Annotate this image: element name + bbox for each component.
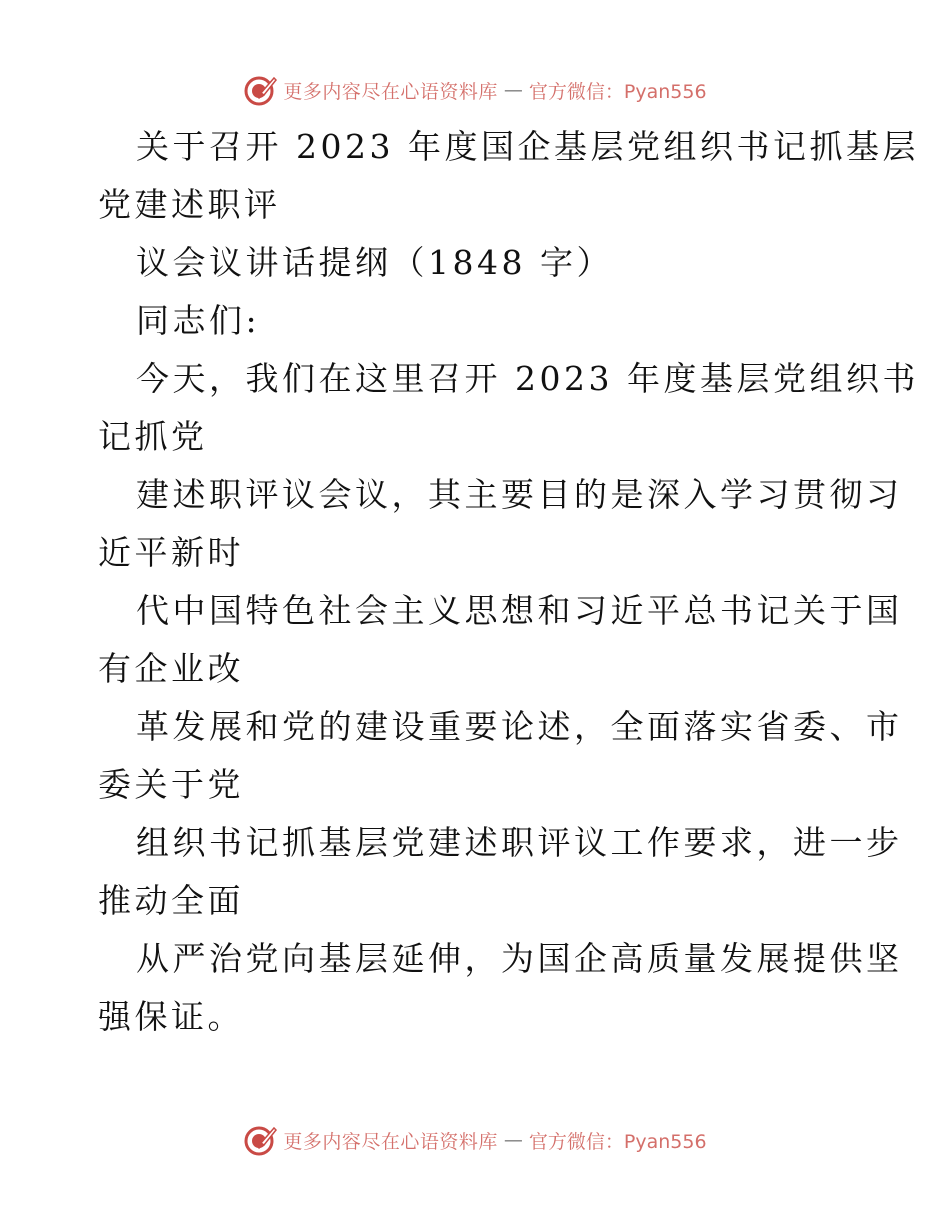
paragraph-line: 革发展和党的建设重要论述，全面落实省委、市: [136, 707, 903, 746]
paragraph-line: 有企业改: [98, 649, 244, 688]
paragraph-line: 代中国特色社会主义思想和习近平总书记关于国: [136, 591, 903, 630]
header-watermark: [0, 70, 950, 110]
footer-watermark: [0, 1120, 950, 1160]
watermark-text: 更多内容尽在心语资料库: [283, 80, 498, 103]
paragraph-line: 从严治党向基层延伸，为国企高质量发展提供坚: [136, 939, 903, 978]
watermark-separator: —: [503, 79, 523, 101]
paragraph-line: 强保证。: [98, 997, 244, 1036]
title-line-3: 议会议讲话提纲（1848 字）: [136, 243, 613, 282]
paragraph-line: 推动全面: [98, 881, 244, 920]
document-body: [98, 118, 919, 1046]
pen-circle-logo-icon: [243, 1123, 277, 1157]
salutation: 同志们:: [136, 301, 261, 340]
pen-circle-logo-icon: [243, 73, 277, 107]
watermark-text: 更多内容尽在心语资料库: [283, 1130, 498, 1153]
paragraph-line: 委关于党: [98, 765, 244, 804]
watermark-separator: —: [503, 1129, 523, 1151]
paragraph-line: 近平新时: [98, 533, 244, 572]
watermark-contact: 官方微信：Pyan556: [528, 1130, 707, 1153]
title-line-2: 党建述职评: [98, 185, 281, 224]
paragraph-line: 记抓党: [98, 417, 208, 456]
title-line-1: 关于召开 2023 年度国企基层党组织书记抓基层: [136, 127, 919, 166]
paragraph-line: 组织书记抓基层党建述职评议工作要求，进一步: [136, 823, 903, 862]
paragraph-line: 今天，我们在这里召开 2023 年度基层党组织书: [136, 359, 919, 398]
watermark-contact: 官方微信：Pyan556: [528, 80, 707, 103]
paragraph-line: 建述职评议会议，其主要目的是深入学习贯彻习: [136, 475, 903, 514]
